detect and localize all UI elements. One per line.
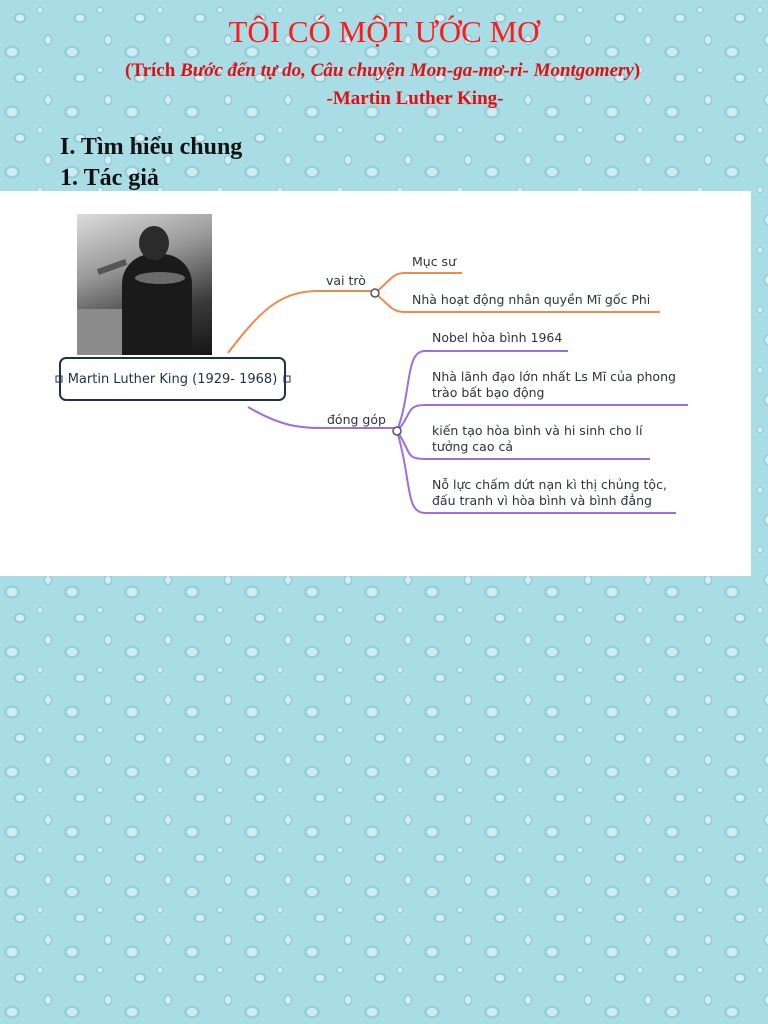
subsection-heading: 1. Tác giả bbox=[60, 165, 159, 191]
contribution-item: Nobel hòa bình 1964 bbox=[432, 330, 563, 345]
citation-work: Bước đến tự do, Câu chuyện Mon-ga-mơ-ri- Montgomery bbox=[180, 60, 634, 81]
contribution-item: Nhà lãnh đạo lớn nhất Ls Mĩ của phong trào bất bạo động bbox=[432, 369, 676, 400]
citation-open: (Trích bbox=[125, 60, 181, 81]
author-mindmap bbox=[0, 191, 751, 576]
contribution-item: kiến tạo hòa bình và hi sinh cho lí tưởng cao cả bbox=[432, 423, 643, 454]
page-title: TÔI CÓ MỘT ƯỚC MƠ bbox=[228, 14, 540, 49]
source-citation bbox=[125, 60, 640, 82]
author-line: -Martin Luther King- bbox=[326, 88, 504, 109]
role-item: Nhà hoạt động nhân quyền Mĩ gốc Phi bbox=[412, 292, 651, 307]
branch-role-label: vai trò bbox=[326, 273, 366, 288]
contribution-item: Nỗ lực chấm dứt nạn kì thị chủng tộc, đấu tranh vì hòa bình và bình đẳng bbox=[432, 477, 667, 508]
role-item: Mục sư bbox=[412, 254, 456, 269]
mindmap-root-node: Martin Luther King (1929- 1968) bbox=[59, 357, 286, 401]
citation-close: ) bbox=[633, 60, 641, 81]
section-heading: I. Tìm hiểu chung bbox=[60, 134, 243, 160]
branch-contribution-label: đóng góp bbox=[327, 412, 386, 427]
